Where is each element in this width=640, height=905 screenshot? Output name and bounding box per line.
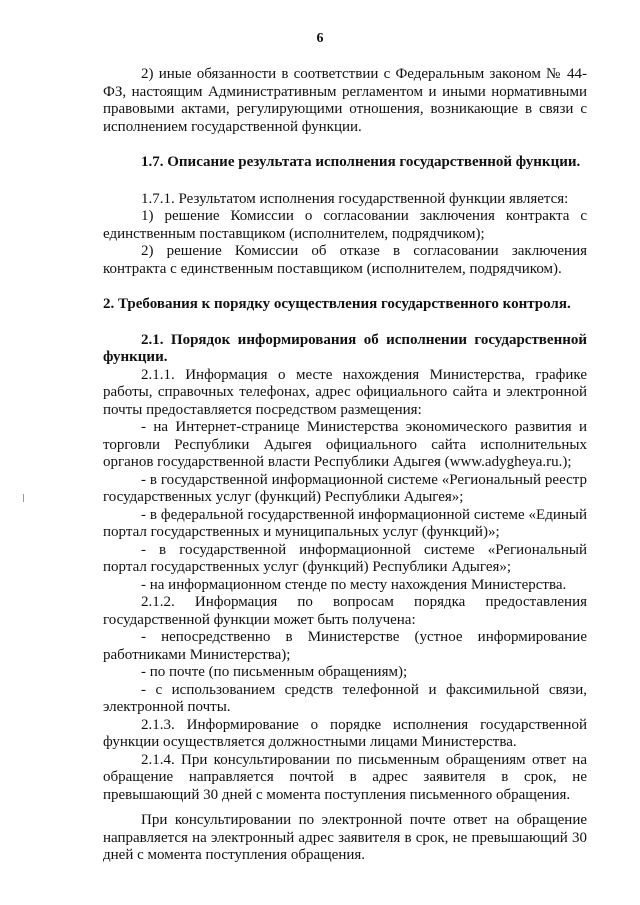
subsection-heading-2-1: 2.1. Порядок информирования об исполнении государственной функции. [103, 331, 587, 365]
list-item: - на Интернет-странице Министерства экономического развития и торговли Республики Адыгея официального сайта исполнительных органов государственной власти Республики Адыгея (www.adygheya.ru.); [103, 419, 587, 470]
intro-paragraph: 2) иные обязанности в соответствии с Федеральным законом № 44-ФЗ, настоящим Административным регламентом и иными нормативными правовыми актами, регулирующими отношения, возникающие в связи с исполнением государственной функции. [103, 66, 587, 135]
paragraph: 2.1.4. При консультировании по письменным обращениям ответ на обращение направляется почтой в адрес заявителя в срок, не превышающий 30 дней с момента поступления письменного обращения. [103, 751, 587, 803]
paragraph: 2.1.1. Информация о месте нахождения Министерства, графике работы, справочных телефонах, адрес официального сайта и электронной почты предоставляется посредством размещения: [103, 366, 587, 418]
paragraph: 2.1.2. Информация по вопросам порядка предоставления государственной функции может быть получена: [103, 594, 587, 628]
list-item: - в государственной информационной системе «Региональный портал государственных услуг (функций) Республики Адыгея»; [103, 541, 587, 575]
list-item: - в федеральной государственной информационной системе «Единый портал государственных и муниципальных услуг (функций)»; [103, 506, 587, 540]
paragraph: 2) решение Комиссии об отказе в согласовании заключения контракта с единственным поставщиком (исполнителем, подрядчиком). [103, 243, 587, 277]
section-heading-1-7: 1.7. Описание результата исполнения государственной функции. [141, 154, 581, 170]
scan-mark [23, 494, 24, 502]
paragraph: 1.7.1. Результатом исполнения государственной функции является: [141, 190, 569, 207]
paragraph: 1) решение Комиссии о согласовании заключения контракта с единственным поставщиком (исполнителем, подрядчиком); [103, 208, 587, 242]
list-item: - на информационном стенде по месту нахождения Министерства. [141, 576, 567, 593]
list-item: - по почте (по письменным обращениям); [141, 664, 408, 680]
list-item: - непосредственно в Министерстве (устное информирование работниками Министерства); [103, 629, 587, 663]
document-body [103, 66, 587, 865]
final-paragraph: При консультировании по электронной почте ответ на обращение направляется на электронный адрес заявителя в срок, не превышающий 30 дней с момента поступления обращения. [103, 812, 587, 863]
list-item: - с использованием средств телефонной и факсимильной связи, электронной почты. [103, 681, 587, 715]
list-item: - в государственной информационной системе «Региональный реестр государственных услуг (функций) Республики Адыгея»; [103, 471, 587, 505]
page-number: 6 [316, 31, 324, 46]
paragraph: 2.1.3. Информирование о порядке исполнения государственной функции осуществляется должностными лицами Министерства. [103, 716, 587, 750]
section-heading-2: 2. Требования к порядку осуществления государственного контроля. [103, 296, 571, 312]
